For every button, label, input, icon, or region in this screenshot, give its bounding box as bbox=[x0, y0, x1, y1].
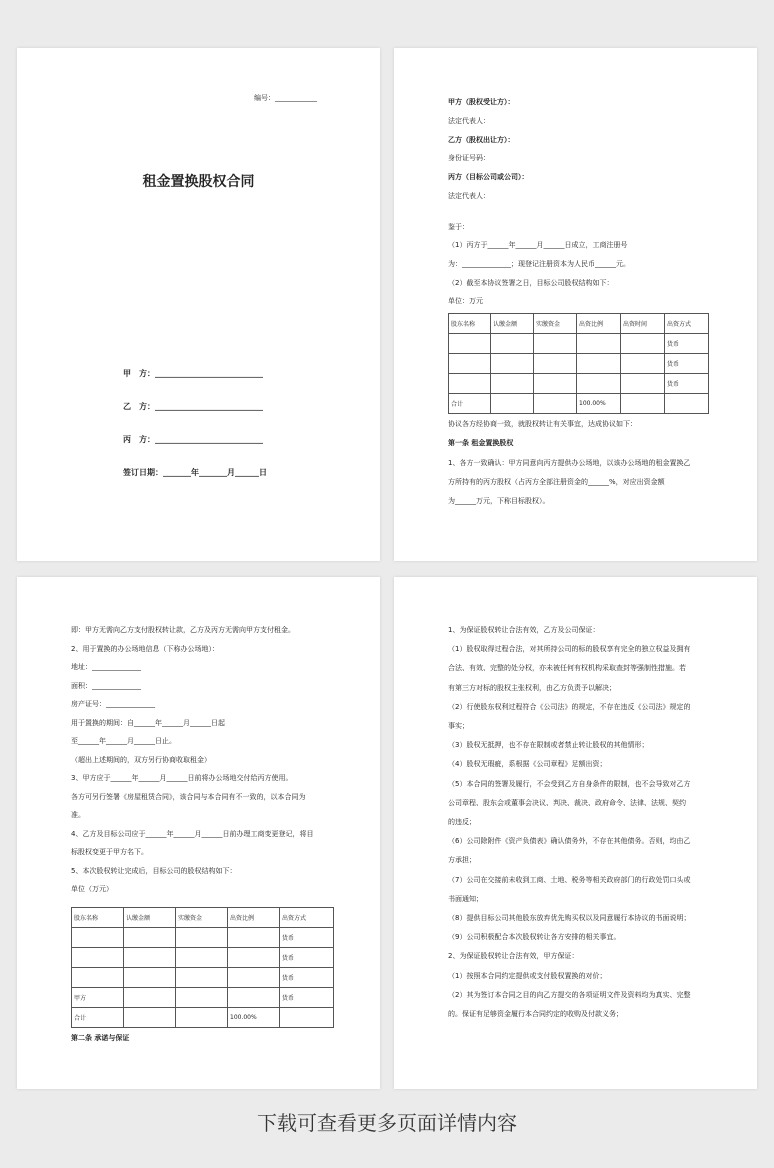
document-page-2 bbox=[394, 48, 757, 561]
page2-line: 乙方（股权出让方）： bbox=[448, 136, 515, 144]
equity-structure-table-after bbox=[71, 907, 334, 1028]
page3-line: 单位（万元） bbox=[71, 885, 113, 893]
page4-line: 事实； bbox=[448, 722, 469, 730]
page2-line: 为：______________；现登记注册资本为人民币______元。 bbox=[448, 260, 630, 268]
table-cell bbox=[228, 988, 280, 1008]
party-b-signature-line: 乙 方：___________________________ bbox=[123, 402, 263, 411]
page4-line: （5）本合同的签署及履行，不会受到乙方自身条件的限制，也不会导致对乙方 bbox=[448, 779, 691, 788]
table-cell bbox=[176, 928, 228, 948]
page4-line: （9）公司积极配合本次股权转让各方安排的相关事宜。 bbox=[448, 933, 621, 942]
table-cell bbox=[534, 354, 577, 374]
table-cell bbox=[280, 1008, 334, 1028]
table-cell bbox=[124, 928, 176, 948]
table-header-row bbox=[72, 908, 334, 928]
table-cell: 合计 bbox=[72, 1008, 124, 1028]
table-cell: 货币 bbox=[665, 334, 709, 354]
table-cell bbox=[124, 988, 176, 1008]
table-cell bbox=[124, 948, 176, 968]
table-cell: 甲方 bbox=[72, 988, 124, 1008]
article-two-heading: 第二条 承诺与保证 bbox=[71, 1034, 130, 1042]
page3-line: 面积：______________ bbox=[71, 681, 141, 690]
page2-after-line: 为______万元，下称目标股权）。 bbox=[448, 497, 550, 505]
table-cell bbox=[621, 374, 665, 394]
page3-line: 至______年______月______日止。 bbox=[71, 737, 176, 745]
table-row bbox=[72, 948, 334, 968]
signing-date-line: 签订日期：_______年_______月______日 bbox=[123, 468, 267, 477]
page4-line: 的违反； bbox=[448, 818, 476, 826]
table-header-cell: 出资比例 bbox=[228, 908, 280, 928]
table-cell bbox=[72, 928, 124, 948]
table-cell bbox=[577, 374, 621, 394]
page3-line: （超出上述期间的，双方另行协商收取租金） bbox=[71, 755, 211, 764]
page2-line: （1）丙方于______年______月______日成立，工商注册号 bbox=[448, 241, 628, 249]
party-c-signature-line: 丙 方：___________________________ bbox=[123, 435, 263, 444]
table-header-cell: 股东名称 bbox=[72, 908, 124, 928]
table-cell bbox=[491, 334, 534, 354]
page4-line: （6）公司除附件《资产负债表》确认债务外，不存在其他债务。否则，均由乙 bbox=[448, 837, 691, 846]
page4-line: 合法、有效、完整的处分权，亦未被任何有权机构采取查封等强制性措施。若 bbox=[448, 664, 686, 673]
page4-line: 1、为保证股权转让合法有效，乙方及公司保证： bbox=[448, 626, 600, 634]
page2-after-line: 方所持有的丙方股权（占丙方全部注册资金的______%，对应出资金额 bbox=[448, 478, 665, 486]
page3-line: 3、甲方应于______年______月______日前将办公场地交付给丙方使用。 bbox=[71, 774, 293, 782]
download-more-caption: 下载可查看更多页面详情内容 bbox=[257, 1111, 517, 1135]
table-cell bbox=[228, 948, 280, 968]
page3-line: 2、用于置换的办公场地信息（下称办公场地）： bbox=[71, 644, 219, 653]
table-cell: 合计 bbox=[449, 394, 491, 414]
page4-line: （7）公司在交接前未收到工商、土地、税务等相关政府部门的行政处罚口头或 bbox=[448, 875, 691, 884]
page4-line: 书面通知； bbox=[448, 894, 483, 903]
table-cell bbox=[534, 374, 577, 394]
contract-title: 租金置换股权合同 bbox=[142, 174, 255, 190]
table-cell bbox=[621, 334, 665, 354]
page3-line: 用于置换的期间：自______年______月______日起 bbox=[71, 718, 225, 727]
table-cell bbox=[176, 988, 228, 1008]
page4-line: （4）股权无瑕疵，系根据《公司章程》足额出资； bbox=[448, 760, 607, 769]
document-page-4 bbox=[394, 577, 757, 1089]
page2-line: 鉴于： bbox=[448, 223, 469, 231]
table-cell bbox=[491, 374, 534, 394]
table-cell bbox=[491, 394, 534, 414]
table-cell bbox=[621, 354, 665, 374]
table-header-cell: 认缴金额 bbox=[124, 908, 176, 928]
table-cell bbox=[124, 968, 176, 988]
page4-line: 方承担； bbox=[448, 856, 476, 865]
table-header-cell: 实缴资金 bbox=[176, 908, 228, 928]
table-cell bbox=[491, 354, 534, 374]
page2-line: 法定代表人： bbox=[448, 117, 490, 125]
table-row bbox=[449, 334, 709, 354]
table-cell bbox=[449, 374, 491, 394]
table-cell bbox=[577, 354, 621, 374]
table-row bbox=[72, 928, 334, 948]
table-header-row bbox=[449, 314, 709, 334]
page3-line: 即：甲方无需向乙方支付股权转让款，乙方及丙方无需向甲方支付租金。 bbox=[71, 626, 295, 634]
table-cell: 货币 bbox=[280, 948, 334, 968]
page4-line: （2）行使股东权利过程符合《公司法》的规定，不存在违反《公司法》规定的 bbox=[448, 702, 691, 711]
table-cell: 货币 bbox=[280, 928, 334, 948]
table-cell bbox=[176, 1008, 228, 1028]
table-row bbox=[449, 394, 709, 414]
table-header-cell: 出资时间 bbox=[621, 314, 665, 334]
page2-line: 单位：万元 bbox=[448, 297, 483, 305]
table-header-cell: 出资方式 bbox=[665, 314, 709, 334]
page4-line: 有第三方对标的股权主张权利，由乙方负责予以解决； bbox=[448, 683, 616, 692]
table-cell: 货币 bbox=[280, 988, 334, 1008]
page3-line: 标股权变更于甲方名下。 bbox=[71, 848, 148, 856]
page3-line: 5、本次股权转让完成后，目标公司的股权结构如下： bbox=[71, 866, 237, 875]
table-cell bbox=[621, 394, 665, 414]
table-row bbox=[449, 374, 709, 394]
page3-line: 房产证号：______________ bbox=[71, 700, 155, 708]
table-cell bbox=[176, 968, 228, 988]
page3-line: 准。 bbox=[71, 811, 85, 819]
page4-line: （2）其为签订本合同之目的向乙方提交的各项证明文件及资料均为真实、完整 bbox=[448, 990, 691, 999]
table-cell: 货币 bbox=[665, 354, 709, 374]
table-cell bbox=[449, 334, 491, 354]
table-cell bbox=[534, 334, 577, 354]
table-cell: 货币 bbox=[280, 968, 334, 988]
page4-line: 的。保证有足够资金履行本合同约定的收购及付款义务； bbox=[448, 1010, 623, 1018]
table-cell bbox=[577, 334, 621, 354]
page2-line: （2）截至本协议签署之日，目标公司股权结构如下： bbox=[448, 279, 614, 287]
table-cell bbox=[72, 948, 124, 968]
page4-line: （3）股权无抵押，也不存在限制或者禁止转让股权的其他情形； bbox=[448, 741, 649, 750]
table-header-cell: 实缴资金 bbox=[534, 314, 577, 334]
document-page-cover bbox=[17, 48, 380, 561]
table-header-cell: 认缴金额 bbox=[491, 314, 534, 334]
document-page-3 bbox=[17, 577, 380, 1089]
page2-after-line: 协议各方经协商一致，就股权转让有关事宜，达成协议如下： bbox=[448, 420, 637, 428]
page3-line: 各方可另行签署《房屋租赁合同》，该合同与本合同有不一致的，以本合同为 bbox=[71, 792, 306, 801]
table-cell bbox=[665, 394, 709, 414]
page4-line: 2、为保证股权转让合法有效，甲方保证： bbox=[448, 952, 579, 961]
table-cell bbox=[124, 1008, 176, 1028]
page2-after-line: 1、各方一致确认：甲方同意向丙方提供办公场地，以该办公场地的租金置换乙 bbox=[448, 459, 691, 467]
page4-line: 公司章程、股东会或董事会决议、判决、裁决、政府命令、法律、法规、契约 bbox=[448, 798, 686, 807]
table-cell bbox=[449, 354, 491, 374]
table-cell bbox=[228, 968, 280, 988]
table-cell bbox=[534, 394, 577, 414]
table-cell: 100.00% bbox=[577, 394, 621, 414]
page2-line: 甲方（股权受让方）： bbox=[448, 98, 515, 106]
table-cell bbox=[228, 928, 280, 948]
table-row bbox=[449, 354, 709, 374]
page3-line: 地址：______________ bbox=[71, 663, 141, 671]
page3-line: 4、乙方及目标公司应于______年______月______日前办理工商变更登记，将目 bbox=[71, 829, 314, 838]
page4-line: （8）提供目标公司其他股东放弃优先购买权以及同意履行本协议的书面说明； bbox=[448, 914, 691, 922]
table-header-cell: 出资比例 bbox=[577, 314, 621, 334]
party-a-signature-line: 甲 方：___________________________ bbox=[123, 369, 263, 378]
table-cell bbox=[176, 948, 228, 968]
page4-line: （1）按照本合同约定提供或支付股权置换的对价； bbox=[448, 971, 607, 980]
table-row bbox=[72, 988, 334, 1008]
page2-line: 法定代表人： bbox=[448, 192, 490, 200]
page2-after-line: 第一条 租金置换股权 bbox=[448, 439, 514, 447]
page2-line: 丙方（目标公司或公司）： bbox=[448, 173, 529, 181]
page4-line: （1）股权取得过程合法，对其所持公司的标的股权享有完全的独立权益及拥有 bbox=[448, 645, 691, 654]
table-header-cell: 股东名称 bbox=[449, 314, 491, 334]
page2-line: 身份证号码： bbox=[448, 154, 490, 162]
contract-number-label: 编号：____________ bbox=[254, 94, 317, 102]
table-row bbox=[72, 1008, 334, 1028]
equity-structure-table-before bbox=[448, 313, 709, 414]
table-cell bbox=[72, 968, 124, 988]
table-cell: 货币 bbox=[665, 374, 709, 394]
table-header-cell: 出资方式 bbox=[280, 908, 334, 928]
table-cell: 100.00% bbox=[228, 1008, 280, 1028]
table-row bbox=[72, 968, 334, 988]
